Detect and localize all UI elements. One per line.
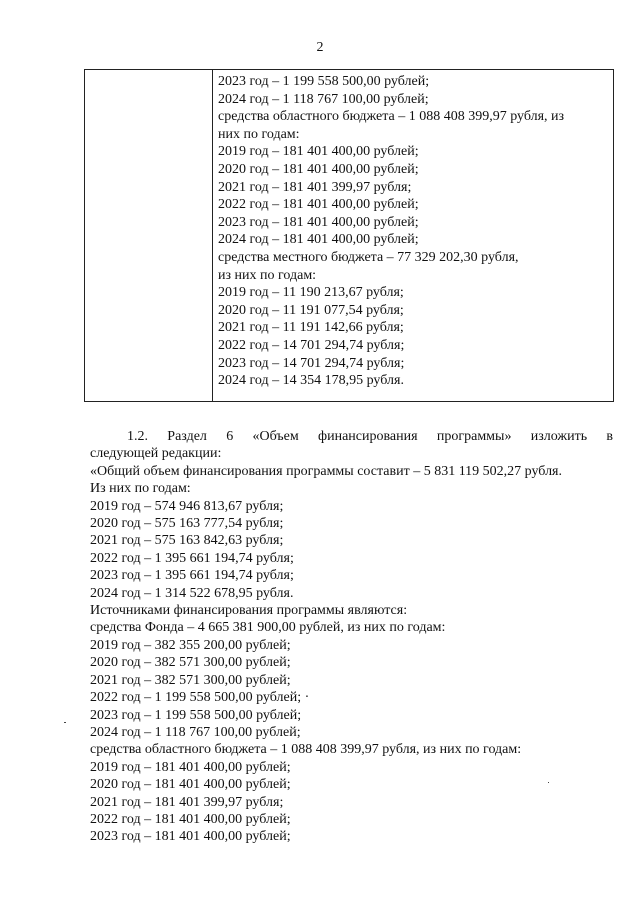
table-line: 2021 год – 181 401 399,97 рубля; <box>218 179 412 195</box>
table-line: них по годам: <box>218 126 300 142</box>
table-line: средства областного бюджета – 1 088 408 399,97 рубля, из <box>218 109 565 125</box>
table-line: 2024 год – 14 354 178,95 рубля. <box>218 373 404 389</box>
text-line: 2021 год – 575 163 842,63 рубля; <box>90 533 284 549</box>
table-line: из них по годам: <box>218 267 317 283</box>
section-intro-first-line: 1.2. Раздел 6 «Объем финансирования программы» изложить в <box>127 429 613 444</box>
text-line: Источниками финансирования программы являются: <box>90 603 408 619</box>
table-line: 2024 год – 181 401 400,00 рублей; <box>218 232 419 248</box>
table-line: 2024 год – 1 118 767 100,00 рублей; <box>218 91 429 107</box>
section-intro-second-line: следующей редакции: <box>90 446 222 462</box>
text-line: средства областного бюджета – 1 088 408 399,97 рубля, из них по годам: <box>90 742 522 758</box>
table-left-column <box>85 70 213 401</box>
financing-table-continuation <box>84 69 614 402</box>
table-line: 2019 год – 181 401 400,00 рублей; <box>218 144 419 160</box>
text-line: 2024 год – 1 314 522 678,95 рубля. <box>90 585 294 601</box>
table-line: 2023 год – 14 701 294,74 рубля; <box>218 355 405 371</box>
text-line: 2020 год – 181 401 400,00 рублей; <box>90 777 291 793</box>
table-line: 2023 год – 181 401 400,00 рублей; <box>218 214 419 230</box>
text-line: средства Фонда – 4 665 381 900,00 рублей, из них по годам: <box>90 620 446 636</box>
text-line: 2022 год – 1 199 558 500,00 рублей; · <box>90 690 310 706</box>
page-number: 2 <box>316 40 324 55</box>
text-line: 2019 год – 181 401 400,00 рублей; <box>90 759 291 775</box>
text-line: 2022 год – 181 401 400,00 рублей; <box>90 811 291 827</box>
text-line: 2023 год – 181 401 400,00 рублей; <box>90 829 291 845</box>
table-line: 2022 год – 181 401 400,00 рублей; <box>218 197 419 213</box>
text-line: 2024 год – 1 118 767 100,00 рублей; <box>90 724 301 740</box>
table-right-column <box>218 73 608 390</box>
text-line: 2019 год – 574 946 813,67 рубля; <box>90 498 284 514</box>
text-line: 2021 год – 181 401 399,97 рубля; <box>90 794 284 810</box>
table-line: средства местного бюджета – 77 329 202,30 рубля, <box>218 249 519 265</box>
text-line: 2023 год – 1 199 558 500,00 рублей; <box>90 707 302 723</box>
text-line: 2022 год – 1 395 661 194,74 рубля; <box>90 550 294 566</box>
text-line: 2019 год – 382 355 200,00 рублей; <box>90 637 291 653</box>
table-line: 2021 год – 11 191 142,66 рубля; <box>218 320 404 336</box>
section-body <box>90 428 613 846</box>
scan-speck <box>64 722 66 723</box>
text-line: 2020 год – 575 163 777,54 рубля; <box>90 516 284 532</box>
text-line: 2023 год – 1 395 661 194,74 рубля; <box>90 568 294 584</box>
text-line: «Общий объем финансирования программы составит – 5 831 119 502,27 рубля. <box>90 463 563 479</box>
table-line: 2020 год – 11 191 077,54 рубля; <box>218 302 404 318</box>
table-line: 2022 год – 14 701 294,74 рубля; <box>218 337 405 353</box>
table-line: 2020 год – 181 401 400,00 рублей; <box>218 161 419 177</box>
table-line: 2019 год – 11 190 213,67 рубля; <box>218 285 404 301</box>
table-line: 2023 год – 1 199 558 500,00 рублей; <box>218 74 430 89</box>
text-line: 2020 год – 382 571 300,00 рублей; <box>90 655 291 671</box>
text-line: Из них по годам: <box>90 481 191 497</box>
scan-speck <box>548 782 549 783</box>
text-line: 2021 год – 382 571 300,00 рублей; <box>90 672 291 688</box>
